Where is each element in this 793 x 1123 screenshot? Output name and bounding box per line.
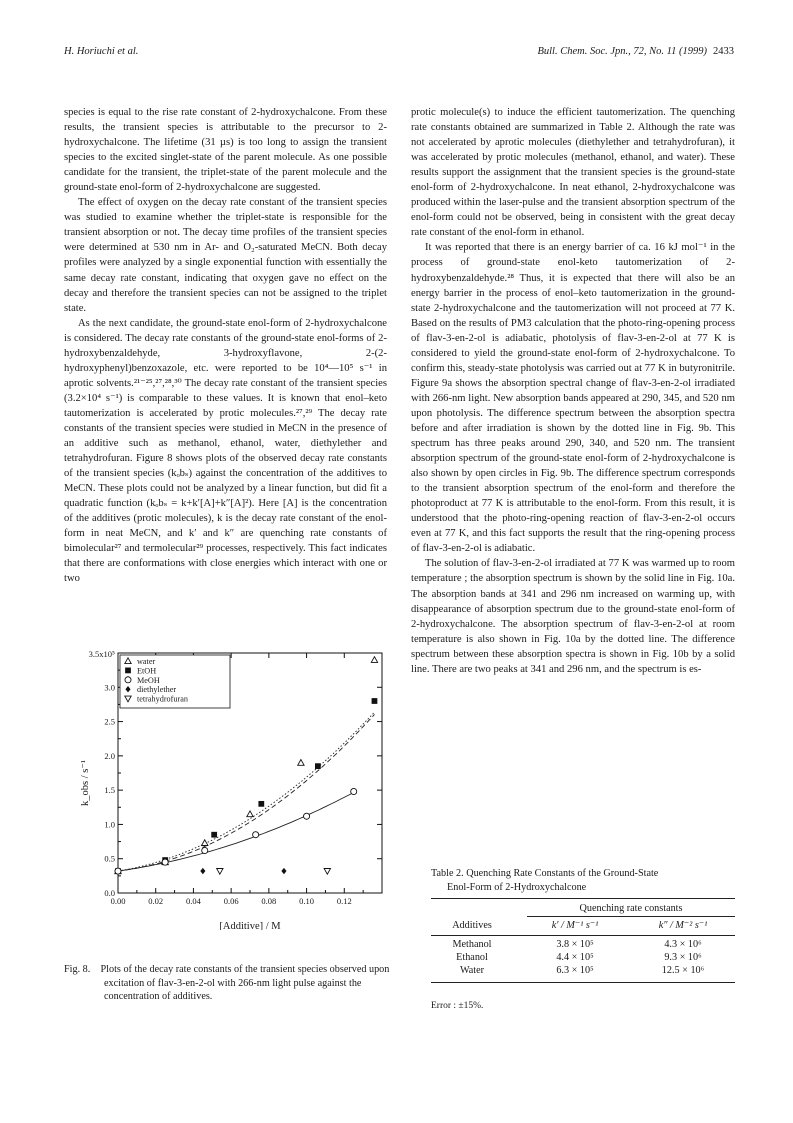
legend-label: tetrahydrofuran [137,694,188,704]
group-header: Quenching rate constants [579,903,683,914]
col-header-additives: Additives [452,920,492,931]
data-point-meoh [162,859,168,865]
table-group-header-row [431,903,735,916]
table-caption-line: Enol-Form of 2-Hydroxychalcone [447,881,587,893]
data-point-diethylether [281,868,286,874]
paragraph: The solution of flav-3-en-2-ol irradiated at 77 K was warmed up to room temperature ; the absorption spectrum is shown by the solid line in Fig. 10a. The absorption bands at 341 and 296 nm increased on warming up, with disappearance of absorption spectrum due to the ground-state enol-form of 2-hydroxychalcone. The absorption spectrum of flav-3-en-2-ol at room temperature is also shown in Fig. 10a by the dotted line. The difference spectrum between these absorption spectra is shown in Fig. 10b by a solid line. There are two peaks at 341 and 296 nm, and the spectrum is es- [411,558,735,675]
fit-curve-meoh [118,792,354,871]
figure-8-chart [60,645,390,930]
right-column [411,105,735,677]
data-point-meoh [115,868,121,874]
col-header-k2: k″ / M⁻² s⁻¹ [658,920,708,931]
data-point-water [202,840,208,846]
data-point-meoh [351,788,357,794]
legend-marker-meoh [125,677,131,683]
legend-label: water [137,657,156,666]
table-row [431,965,735,978]
page-number: 2433 [713,46,734,57]
x-tick-label: 0.02 [148,896,164,906]
table-bottom-rule [431,982,735,983]
table-caption-line: Table 2. Quenching Rate Constants of the Ground-State [431,868,659,879]
y-tick-label: 2.5 [104,716,115,727]
data-point-diethylether [200,868,205,874]
y-axis-label: k_obs / s⁻¹ [80,759,91,807]
data-point-etoh [372,698,378,704]
x-tick-label: 0.06 [223,896,239,906]
col-header-k1: k′ / M⁻¹ s⁻¹ [551,920,599,931]
paragraph: protic molecule(s) to induce the efficient tautomerization. The quenching rate constants obtained are summarized in Table 2. Although the rate was not accelerated by aprotic molecules (diethylether and tetrahydrofuran), it was accelerated by protic molecules (methanol, ethanol, and water). These results support the assignment that the transient species is the ground-state enol-form of 2-hydroxychalcone. In neat ethanol, 2-hydroxychalcone was produced within the laser-pulse and the transient absorption spectrum of the enol-form could not be observed, being in consistent with the great decay rate constant of the enol-form in ethanol. [411,107,735,239]
table-row [431,952,735,965]
y-tick-label: 1.0 [104,819,115,830]
data-point-tetrahydrofuran [217,868,223,874]
cell-k1: 3.8 × 10⁵ [556,939,594,950]
y-tick-label: 0.5 [104,853,115,864]
table-header-row [431,920,735,935]
group-rule-wrap [431,916,735,917]
figure-caption-text: Plots of the decay rate constants of the transient species observed upon excitation of flav-3-en-2-ol with 266-nm light pulse against the concentration of additives. [100,964,390,1002]
chart-svg [60,645,390,930]
cell-additive: Water [459,965,485,976]
table-footnote: Error : ±15%. [431,1001,484,1011]
data-point-meoh [304,813,310,819]
figure-label: Fig. 8. [64,964,91,975]
figure-8-caption [64,963,404,1004]
x-axis-label: [Additive] / M [219,921,281,930]
fit-curve-etoh [118,712,375,871]
x-tick-label: 0.08 [261,896,277,906]
running-header [64,46,734,60]
table-row [431,939,735,952]
y-tick-label: 2.0 [104,750,115,761]
fit-curve-water [118,714,375,871]
paragraph: It was reported that there is an energy barrier of ca. 16 kJ mol⁻¹ in the process of ground-state enol-keto tautomerization of 2-hydroxybenzaldehyde.²⁸ Thus, it is expected that there will also be an energy barrier in the process of enol–keto tautomerization in the ground-state 2-hydroxychalcone and the tautomerization will not proceed at 77 K. Based on the results of PM3 calculation that the photo-ring-opening process of flav-3-en-2-ol is adiabatic, photolysis of flav-3-en-2-ol at 77 K is considered to yield the ground-state enol-form of 2-hydroxychalcone. To confirm this, steady-state photolysis was carried out at 77 K in butyronitrile. Figure 9a shows the absorption spectral change of flav-3-en-2-ol irradiated with 266-nm light. New absorption bands appeared at 290, 345, and 520 nm upon photolysis. The difference spectrum between the absorption spectra before and after irradiation is shown by the dotted line in Fig. 9b. This spectrum has three peaks around 290, 340, and 520 nm. The transient absorption spectrum of the ground-state enol-form of 2-hydroxychalcone is also shown by open circles in Fig. 9b. The difference spectrum corresponds to the transient absorption spectrum of the enol-form and therefore the photoproduct at 77 K is attributable to the enol-form. From this result, it is understood that the photo-ring-opening reaction of flav-3-en-2-ol occurs even at 77 K, and this fact supports the result that the ring-opening process of flav-3-en-2-ol is adiabatic. [411,242,735,555]
paragraph: species is equal to the rise rate constant of 2-hydroxychalcone. From these results, the transient species is attributable to the precursor to 2-hydroxychalcone. The lifetime (31 µs) is too long to assign the transient species to the excited singlet-state of the parent molecule. As one possible candidate for the transient, the triplet-state of the parent molecule and the ground-state enol-form of 2-hydroxychalcone are suggested. [64,107,387,194]
y-tick-label: 0.0 [104,888,115,898]
y-tick-label: 1.5 [104,785,115,796]
data-point-meoh [253,832,259,838]
table-mid-rule [431,935,735,936]
header-journal: Bull. Chem. Soc. Jpn., 72, No. 11 (1999) [537,46,707,57]
x-tick-label: 0.04 [185,896,201,906]
cell-additive: Methanol [452,939,492,950]
table-2 [431,898,735,983]
left-column [64,105,387,587]
data-point-etoh [211,832,217,838]
header-authors: H. Horiuchi et al. [64,46,139,57]
x-tick-label: 0.00 [110,896,126,906]
cell-additive: Ethanol [456,952,488,963]
legend-label: diethylether [137,685,177,695]
cell-k2: 4.3 × 10⁶ [664,939,702,950]
table-top-rule [431,898,735,899]
paragraph: As the next candidate, the ground-state enol-form of 2-hydroxychalcone is considered. The decay rate constants of the ground-state enol-forms of 2-hydroxybenzaldehyde, 3-hydroxyflavone, 2-(2-hydroxyphenyl)benzoxazole, etc. were reported to be 10⁴—10⁵ s⁻¹ in aprotic solvents.²¹⁻²⁵,²⁷,²⁸,³⁰ The decay rate constant of the transient species (3.2×10⁴ s⁻¹) is comparable to these values. It is known that enol–keto tautomerization is accelerated by protic molecules.²⁷,²⁹ The decay rate constants of the transient species were studied in MeCN in the presence of an additive such as methanol, ethanol, water, diethylether and tetrahydrofuran. Figure 8 shows plots of the observed decay rate constants of the transient species (kₒbₛ) against the concentration of the additives to MeCN. These plots could not be analyzed by a linear function, but did fit a quadratic function (kₒbₛ = k+k′[A]+k″[A]²). Here [A] is the concentration of the additives (protic molecules), k is the decay rate constant of the enol-form in neat MeCN, and k′ and k″ are quenching rate constants of bimolecular²⁷ and termolecular²⁹ processes, respectively. This fact indicates that there are conformations with close energies which interact with one or two [64,317,387,585]
cell-k2: 9.3 × 10⁶ [664,952,702,963]
data-point-etoh [258,801,264,807]
cell-k2: 12.5 × 10⁶ [661,965,705,976]
data-point-water [371,657,377,663]
data-point-water [247,811,253,817]
header-journal-info [537,46,734,57]
data-point-tetrahydrofuran [324,868,330,874]
y-top-tick-label: 3.5x10⁵ [88,649,115,659]
group-rule [527,916,735,917]
data-point-etoh [315,763,321,769]
data-point-meoh [202,847,208,853]
legend-marker-etoh [125,668,131,674]
legend-label: EtOH [137,666,157,676]
legend-label: MeOH [137,675,160,685]
x-tick-label: 0.12 [336,896,352,906]
cell-k1: 6.3 × 10⁵ [556,965,594,976]
x-tick-label: 0.10 [299,896,315,906]
paragraph: The effect of oxygen on the decay rate constant of the transient species was studied to examine whether the triplet-state is responsible for the transient absorption or not. The decay time profiles of the transient species were determined at 530 nm in Ar- and O₂-saturated MeCN. Both decay profiles were analyzed by a single exponential function with essentially the same decay rate constant, indicating that oxygen gave no effect on the decay and therefore the transient species can not be assigned to the triplet state. [64,197,387,314]
data-point-water [298,760,304,766]
cell-k1: 4.4 × 10⁵ [556,952,594,963]
y-tick-label: 3.0 [104,682,115,693]
table-2-caption [431,867,731,894]
